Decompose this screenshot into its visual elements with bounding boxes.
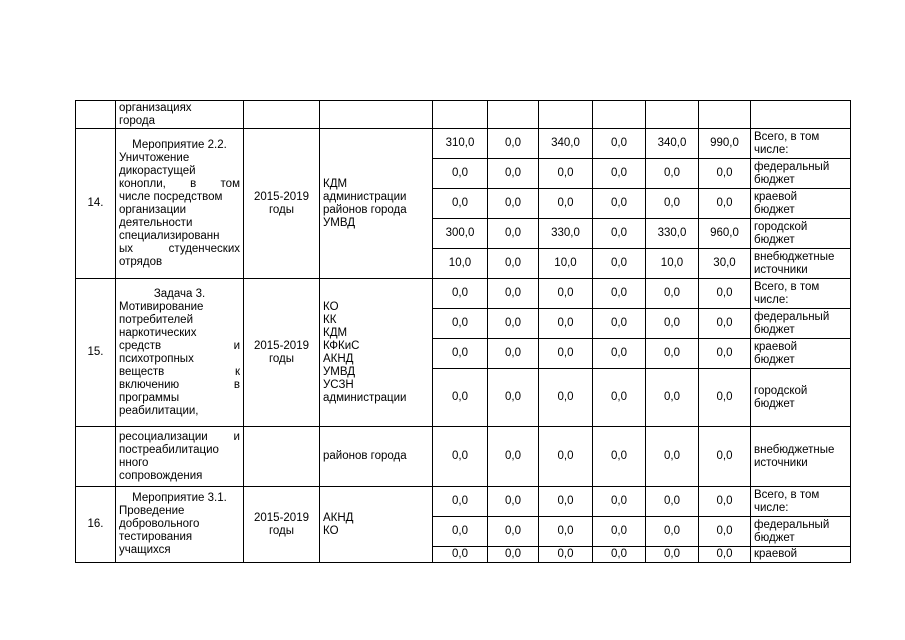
value-cell: 10,0 (646, 249, 699, 279)
text-line: краевой (754, 548, 798, 560)
text-line: краевой (754, 340, 798, 353)
value-cell: 0,0 (699, 309, 751, 339)
value-cell (539, 101, 593, 129)
table-row (76, 129, 851, 159)
measure-name-cell (116, 279, 244, 427)
table-row (76, 101, 851, 129)
value-cell: 0,0 (539, 189, 593, 219)
text-line: 2015-2019 (254, 190, 309, 203)
row-number: 15. (87, 346, 104, 358)
row-number: 14. (87, 197, 104, 209)
measure-name-cell (116, 101, 244, 129)
value-cell: 0,0 (593, 517, 646, 547)
period-cell (244, 427, 320, 487)
value-cell: 330,0 (646, 219, 699, 249)
value-cell (646, 101, 699, 129)
value-cell: 0,0 (593, 487, 646, 517)
text-line: федеральный (754, 160, 830, 173)
text-line: тестирования (119, 531, 193, 543)
value-cell: 0,0 (646, 339, 699, 369)
text-line: КФКиС (323, 339, 360, 352)
value-cell: 0,0 (433, 517, 488, 547)
text-line: бюджет (754, 203, 795, 216)
value-cell: 0,0 (593, 219, 646, 249)
value-cell: 0,0 (488, 369, 539, 427)
value-cell: 330,0 (539, 219, 593, 249)
value-cell: 0,0 (488, 427, 539, 487)
value-cell: 0,0 (593, 309, 646, 339)
text-line: Мотивирование (119, 300, 204, 313)
funding-source-cell (751, 159, 851, 189)
value-cell: 0,0 (593, 249, 646, 279)
text-line: Всего, в том (754, 130, 820, 143)
value-cell: 0,0 (539, 279, 593, 309)
period-cell (244, 129, 320, 279)
row-number-cell (76, 129, 116, 279)
text-line: источники (754, 263, 808, 276)
text-line: годы (268, 352, 295, 365)
value-cell: 340,0 (646, 129, 699, 159)
funding-source-cell (751, 309, 851, 339)
text-line: программы (119, 391, 180, 404)
funding-source-cell (751, 219, 851, 249)
text-line: районов города (323, 203, 407, 216)
value-cell: 0,0 (488, 249, 539, 279)
value-cell: 0,0 (433, 189, 488, 219)
executor-cell (320, 487, 433, 563)
text-line: бюджет (754, 173, 795, 186)
value-cell: 0,0 (646, 487, 699, 517)
executor-cell (320, 129, 433, 279)
value-cell: 0,0 (593, 159, 646, 189)
measure-name-cell (116, 129, 244, 279)
text-line: постреабилитацио (119, 443, 219, 456)
value-cell: 10,0 (433, 249, 488, 279)
text-line: АКНД (323, 511, 354, 524)
funding-source-cell (751, 249, 851, 279)
text-line: краевой (754, 190, 798, 203)
executor-cell (320, 279, 433, 427)
value-cell: 30,0 (699, 249, 751, 279)
text-line: КДМ (323, 177, 348, 190)
value-cell: 0,0 (433, 309, 488, 339)
row-number-cell (76, 279, 116, 427)
row-number-cell (76, 487, 116, 563)
funding-source-cell (751, 369, 851, 427)
value-cell: 300,0 (433, 219, 488, 249)
row-number-cell (76, 101, 116, 129)
text-line: федеральный (754, 518, 830, 531)
text-line: числе посредством (119, 190, 223, 203)
text-line: бюджет (754, 353, 795, 366)
value-cell: 0,0 (593, 339, 646, 369)
period-cell (244, 487, 320, 563)
value-cell: 960,0 (699, 219, 751, 249)
value-cell: 0,0 (646, 279, 699, 309)
value-cell (488, 101, 539, 129)
funding-source-cell (751, 517, 851, 547)
executor-cell (320, 427, 433, 487)
text-line: внебюджетные (754, 443, 835, 456)
text-line: УМВД (323, 216, 356, 229)
value-cell: 0,0 (488, 547, 539, 563)
text-line: потребителей (119, 313, 193, 326)
text-line: КК (323, 313, 337, 326)
value-cell: 0,0 (488, 159, 539, 189)
text-line: Мероприятие 3.1. (132, 492, 227, 504)
text-line: КДМ (323, 326, 348, 339)
value-cell: 0,0 (646, 547, 699, 563)
funding-source-cell (751, 189, 851, 219)
value-cell: 310,0 (433, 129, 488, 159)
text-line: включению в (119, 378, 240, 391)
text-line: бюджет (754, 233, 795, 246)
value-cell: 0,0 (433, 487, 488, 517)
value-cell (699, 101, 751, 129)
text-line: числе: (754, 293, 789, 306)
value-cell: 0,0 (699, 517, 751, 547)
text-line: бюджет (754, 323, 795, 336)
value-cell: 340,0 (539, 129, 593, 159)
value-cell: 0,0 (433, 159, 488, 189)
budget-table (75, 100, 851, 563)
text-line: наркотических (119, 326, 197, 339)
value-cell: 0,0 (488, 219, 539, 249)
value-cell: 0,0 (433, 339, 488, 369)
text-line: учащихся (119, 544, 171, 556)
text-line: Задача 3. (153, 287, 206, 300)
text-line: Проведение (119, 505, 185, 517)
text-line: КО (323, 300, 339, 313)
value-cell: 0,0 (539, 339, 593, 369)
text-line: числе: (754, 143, 789, 156)
text-line: организации (119, 203, 187, 216)
text-line: деятельности (119, 216, 193, 229)
value-cell: 0,0 (699, 427, 751, 487)
value-cell: 0,0 (539, 159, 593, 189)
text-line: отрядов (119, 255, 163, 268)
text-line: администрации (323, 190, 407, 203)
funding-source-cell (751, 129, 851, 159)
text-line: Всего, в том (754, 280, 820, 293)
value-cell: 0,0 (699, 339, 751, 369)
value-cell: 0,0 (539, 427, 593, 487)
value-cell: 0,0 (646, 369, 699, 427)
text-line: бюджет (754, 397, 795, 410)
text-line: средств и (119, 339, 240, 352)
value-cell: 0,0 (488, 189, 539, 219)
text-line: источники (754, 456, 808, 469)
text-line: конопли, в том (119, 177, 240, 190)
value-cell: 0,0 (539, 369, 593, 427)
value-cell: 0,0 (593, 189, 646, 219)
text-line: КО (323, 524, 339, 537)
value-cell: 0,0 (488, 309, 539, 339)
value-cell (751, 101, 851, 129)
value-cell: 0,0 (488, 517, 539, 547)
measure-name-cell (116, 427, 244, 487)
text-line: Всего, в том (754, 488, 820, 501)
table-row (76, 487, 851, 517)
value-cell: 0,0 (593, 279, 646, 309)
text-line: сопровождения (119, 469, 203, 482)
value-cell: 0,0 (539, 309, 593, 339)
text-line: реабилитации, (119, 404, 199, 417)
text-line: ресоциализации и (119, 430, 240, 443)
row-number-cell (76, 427, 116, 487)
value-cell: 0,0 (593, 427, 646, 487)
value-cell: 0,0 (699, 487, 751, 517)
text-line: администрации (323, 391, 407, 404)
value-cell: 0,0 (539, 487, 593, 517)
text-line: УСЗН (323, 378, 354, 391)
value-cell: 0,0 (646, 159, 699, 189)
text-line: города (119, 114, 155, 127)
value-cell: 0,0 (699, 279, 751, 309)
text-line: Уничтожение (119, 151, 190, 164)
table-row (76, 427, 851, 487)
value-cell: 0,0 (699, 189, 751, 219)
value-cell (433, 101, 488, 129)
text-line: нного (119, 456, 149, 469)
measure-name-cell (116, 487, 244, 563)
funding-source-cell (751, 547, 851, 563)
text-line: годы (268, 203, 295, 216)
executor-cell (320, 101, 433, 129)
value-cell: 0,0 (646, 189, 699, 219)
value-cell: 0,0 (539, 517, 593, 547)
text-line: районов города (323, 450, 407, 462)
value-cell: 0,0 (593, 547, 646, 563)
funding-source-cell (751, 279, 851, 309)
value-cell: 10,0 (539, 249, 593, 279)
text-line: дикорастущей (119, 164, 196, 177)
value-cell: 0,0 (699, 547, 751, 563)
text-line: городской (754, 220, 808, 233)
value-cell: 0,0 (488, 279, 539, 309)
text-line: 2015-2019 (254, 339, 309, 352)
value-cell: 0,0 (646, 427, 699, 487)
value-cell: 0,0 (433, 547, 488, 563)
value-cell: 0,0 (433, 279, 488, 309)
text-line: УМВД (323, 365, 356, 378)
period-cell (244, 279, 320, 427)
value-cell: 0,0 (699, 369, 751, 427)
text-line: веществ к (119, 365, 240, 378)
value-cell: 0,0 (699, 159, 751, 189)
value-cell: 0,0 (539, 547, 593, 563)
funding-source-cell (751, 339, 851, 369)
text-line: внебюджетные (754, 250, 835, 263)
value-cell: 0,0 (488, 487, 539, 517)
table-row (76, 279, 851, 309)
value-cell: 0,0 (488, 129, 539, 159)
value-cell: 0,0 (646, 517, 699, 547)
text-line: специализированн (119, 229, 220, 242)
text-line: годы (268, 524, 295, 537)
text-line: Мероприятие 2.2. (132, 138, 227, 151)
text-line: организациях (119, 101, 192, 114)
text-line: АКНД (323, 352, 354, 365)
value-cell: 0,0 (646, 309, 699, 339)
value-cell: 0,0 (593, 129, 646, 159)
value-cell: 0,0 (593, 369, 646, 427)
text-line: федеральный (754, 310, 830, 323)
text-line: ых студенческих (119, 242, 240, 255)
text-line: городской (754, 384, 808, 397)
period-cell (244, 101, 320, 129)
value-cell: 0,0 (433, 369, 488, 427)
text-line: числе: (754, 501, 789, 514)
value-cell: 0,0 (433, 427, 488, 487)
value-cell (593, 101, 646, 129)
value-cell: 0,0 (488, 339, 539, 369)
value-cell: 990,0 (699, 129, 751, 159)
text-line: добровольного (119, 518, 200, 530)
funding-source-cell (751, 427, 851, 487)
row-number: 16. (87, 518, 104, 530)
text-line: 2015-2019 (254, 511, 309, 524)
text-line: бюджет (754, 531, 795, 544)
text-line: психотропных (119, 352, 194, 365)
funding-source-cell (751, 487, 851, 517)
